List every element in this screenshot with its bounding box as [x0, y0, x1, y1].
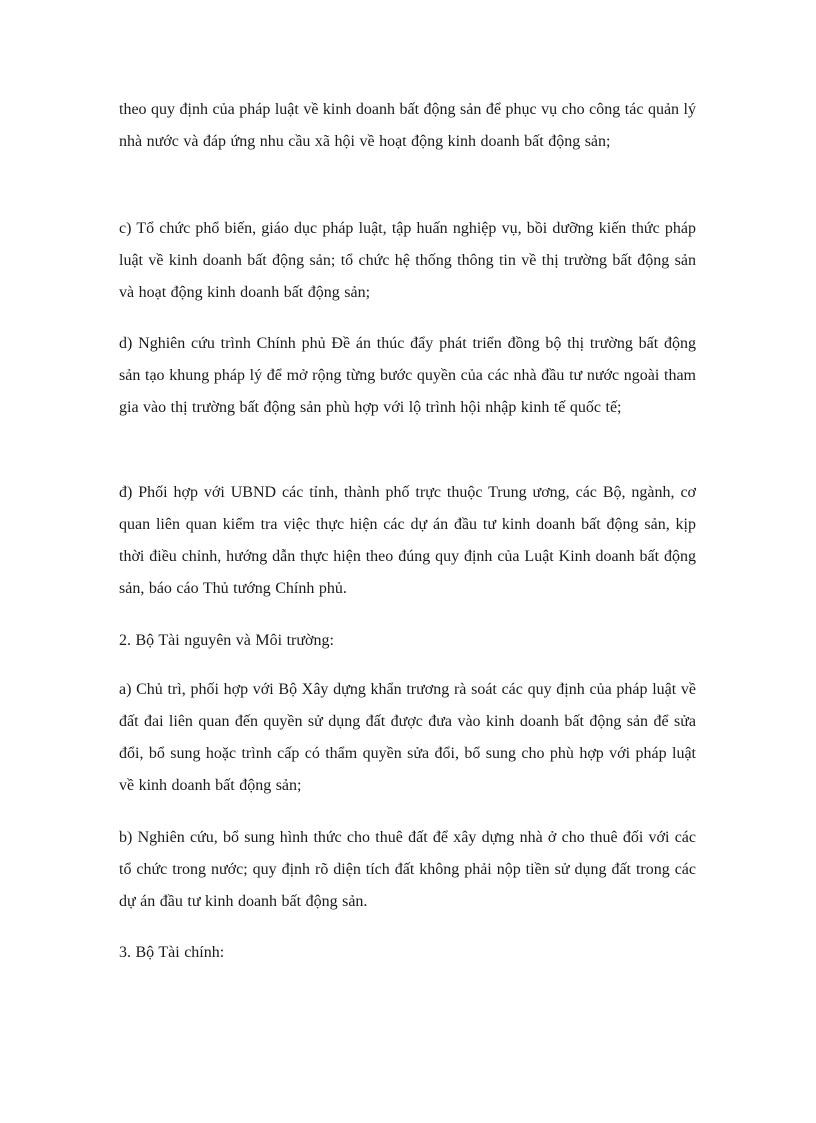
paragraph-continuation: theo quy định của pháp luật về kinh doanh bất động sản để phục vụ cho công tác quản lý nhà nước và đáp ứng nhu cầu xã hội về hoạt động kinh doanh bất động sản;	[119, 101, 696, 150]
paragraph-item-a: a) Chủ trì, phối hợp với Bộ Xây dựng khẩn trương rà soát các quy định của pháp luật về đất đai liên quan đến quyền sử dụng đất được đưa vào kinh doanh bất động sản để sửa đổi, bổ sung hoặc trình cấp có thẩm quyền sửa đổi, bổ sung cho phù hợp với pháp luật về kinh doanh bất động sản;	[119, 681, 696, 794]
section-heading-2: 2. Bộ Tài nguyên và Môi trường:	[119, 632, 334, 649]
section-heading-3: 3. Bộ Tài chính:	[119, 944, 225, 961]
paragraph-item-b: b) Nghiên cứu, bổ sung hình thức cho thuê đất để xây dựng nhà ở cho thuê đối với các tổ chức trong nước; quy định rõ diện tích đất không phải nộp tiền sử dụng đất trong các dự án đầu tư kinh doanh bất động sản.	[119, 829, 696, 910]
paragraph-item-d: d) Nghiên cứu trình Chính phủ Đề án thúc đẩy phát triển đồng bộ thị trường bất động sản tạo khung pháp lý để mở rộng từng bước quyền của các nhà đầu tư nước ngoài tham gia vào thị trường bất động sản phù hợp với lộ trình hội nhập kinh tế quốc tế;	[119, 335, 696, 416]
paragraph-item-dd: đ) Phối hợp với UBND các tỉnh, thành phố trực thuộc Trung ương, các Bộ, ngành, cơ quan liên quan kiểm tra việc thực hiện các dự án đầu tư kinh doanh bất động sản, kịp thời điều chỉnh, hướng dẫn thực hiện theo đúng quy định của Luật Kinh doanh bất động sản, báo cáo Thủ tướng Chính phủ.	[119, 484, 696, 597]
paragraph-item-c: c) Tổ chức phổ biến, giáo dục pháp luật, tập huấn nghiệp vụ, bồi dưỡng kiến thức pháp luật về kinh doanh bất động sản; tổ chức hệ thống thông tin về thị trường bất động sản và hoạt động kinh doanh bất động sản;	[119, 220, 696, 301]
